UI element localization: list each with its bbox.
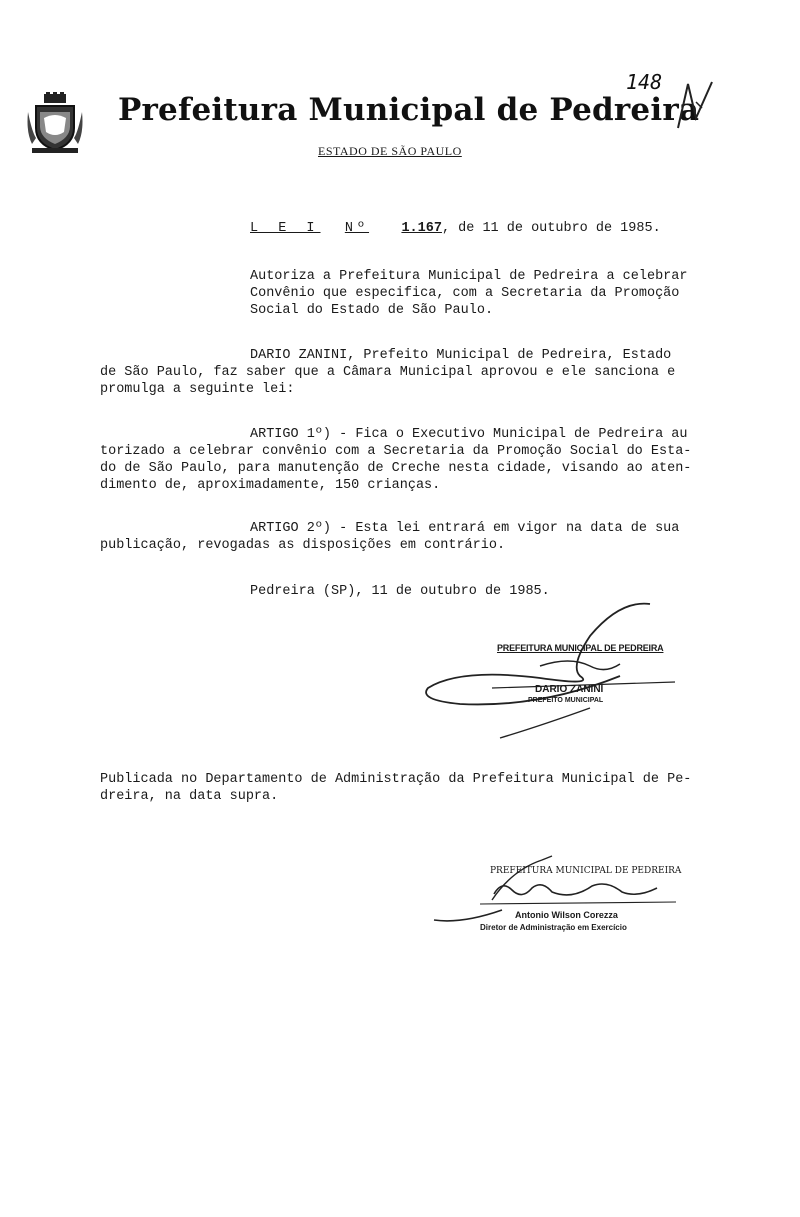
article1-line: ARTIGO 1º) - Fica o Executivo Municipal de Pedreira au bbox=[250, 427, 688, 442]
director-name: Antonio Wilson Corezza bbox=[515, 910, 618, 920]
summary-line: Convênio que especifica, com a Secretaria da Promoção bbox=[250, 286, 680, 301]
mayor-name: DARIO ZANINI bbox=[535, 684, 604, 695]
director-title: Diretor de Administração em Exercício bbox=[480, 923, 627, 932]
article1-line: torizado a celebrar convênio com a Secretaria da Promoção Social do Esta- bbox=[100, 444, 692, 459]
law-prefix: L E I bbox=[250, 221, 321, 236]
law-number-label: Nº bbox=[344, 221, 370, 236]
law-number: 1.167 bbox=[401, 221, 442, 236]
mayor-title: PREFEITO MUNICIPAL bbox=[528, 697, 604, 704]
law-date: , de 11 de outubro de 1985. bbox=[441, 221, 661, 236]
publication-line: Publicada no Departamento de Administração da Prefeitura Municipal de Pe- bbox=[100, 772, 692, 787]
director-stamp: PREFEITURA MUNICIPAL DE PEDREIRA bbox=[490, 866, 682, 876]
page-number: 148 bbox=[626, 70, 663, 94]
place-date: Pedreira (SP), 11 de outubro de 1985. bbox=[250, 584, 550, 599]
mayor-signature-icon bbox=[420, 596, 690, 742]
coat-of-arms-icon bbox=[26, 92, 84, 154]
preamble-line: DARIO ZANINI, Prefeito Municipal de Pedreira, Estado bbox=[250, 348, 672, 363]
municipality-title: Prefeitura Municipal de Pedreira bbox=[118, 92, 700, 128]
article2-line: publicação, revogadas as disposições em contrário. bbox=[100, 538, 506, 553]
mayor-stamp: PREFEITURA MUNICIPAL DE PEDREIRA bbox=[497, 643, 664, 653]
summary-line: Autoriza a Prefeitura Municipal de Pedreira a celebrar bbox=[250, 269, 688, 284]
publication-line: dreira, na data supra. bbox=[100, 789, 279, 804]
law-heading bbox=[250, 221, 661, 236]
summary-line: Social do Estado de São Paulo. bbox=[250, 303, 494, 318]
preamble-line: de São Paulo, faz saber que a Câmara Municipal aprovou e ele sanciona e bbox=[100, 365, 676, 380]
article2-line: ARTIGO 2º) - Esta lei entrará em vigor na data de sua bbox=[250, 521, 680, 536]
article1-line: dimento de, aproximadamente, 150 crianças. bbox=[100, 478, 441, 493]
preamble-line: promulga a seguinte lei: bbox=[100, 382, 295, 397]
state-subtitle: ESTADO DE SÃO PAULO bbox=[318, 144, 462, 158]
initial-mark-icon bbox=[672, 78, 732, 132]
article1-line: do de São Paulo, para manutenção de Creche nesta cidade, visando ao aten- bbox=[100, 461, 692, 476]
